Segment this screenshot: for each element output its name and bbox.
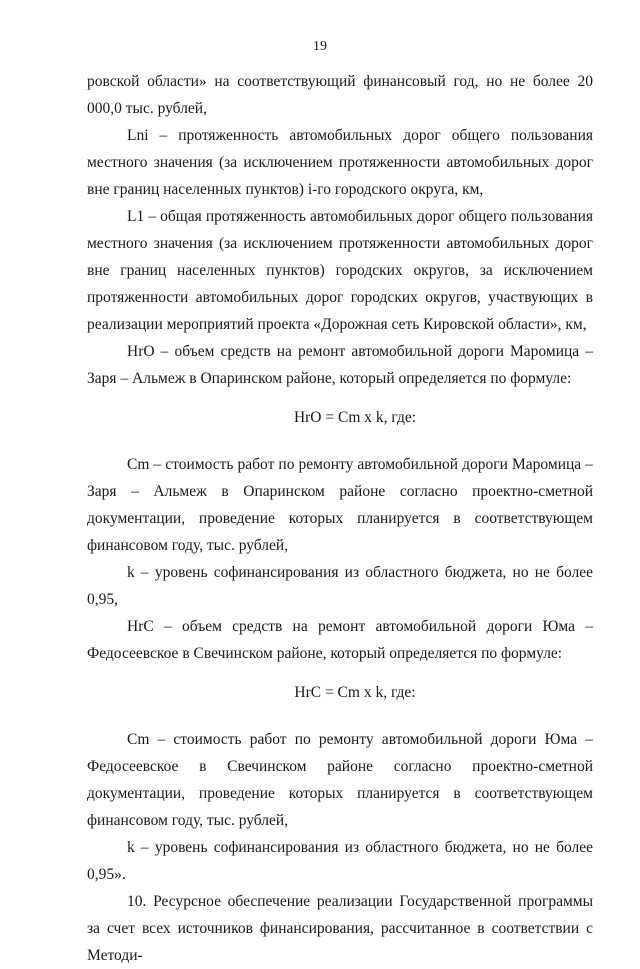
- document-body: [87, 68, 593, 969]
- page-number: 19: [313, 39, 327, 54]
- spacer: [87, 706, 593, 726]
- formula-hrc: HrC = Cm x k, где:: [294, 684, 416, 701]
- spacer: [87, 392, 593, 404]
- spacer: [87, 667, 593, 679]
- paragraph-k-cofinancing-1: k – уровень софинансирования из областного бюджета, но не более 0,95,: [87, 564, 593, 608]
- paragraph-hro-definition: HrO – объем средств на ремонт автомобильной дороги Маромица – Заря – Альмеж в Опаринском районе, который определяется по формуле:: [87, 343, 593, 387]
- formula-hro: HrO = Cm x k, где:: [293, 409, 417, 426]
- paragraph-hrc-definition: HrC – объем средств на ремонт автомобильной дороги Юма – Федосеевское в Свечинском районе, который определяется по формуле:: [87, 618, 593, 662]
- paragraph-lni-definition: Lni – протяженность автомобильных дорог общего пользования местного значения (за исключением протяженности автомобильных дорог вне границ населенных пунктов) i-го городского округа, км,: [87, 127, 593, 198]
- spacer: [87, 431, 593, 451]
- paragraph-cm-maromitsa: Cm – стоимость работ по ремонту автомобильной дороги Маромица – Заря – Альмеж в Опаринском районе согласно проектно-сметной документации, проведение которых планируется в соответствующем финансовом году, тыс. рублей,: [87, 456, 593, 554]
- paragraph-cm-yuma: Cm – стоимость работ по ремонту автомобильной дороги Юма – Федосеевское в Свечинском районе согласно проектно-сметной документации, проведение которых планируется в соответствующем финансовом году, тыс. рублей,: [87, 731, 593, 829]
- paragraph-section-10: 10. Ресурсное обеспечение реализации Государственной программы за счет всех источников финансирования, рассчитанное в соответствии с Методи-: [87, 893, 593, 964]
- paragraph-continuation: ровской области» на соответствующий финансовый год, но не более 20 000,0 тыс. рублей,: [87, 73, 593, 117]
- paragraph-k-cofinancing-2: k – уровень софинансирования из областного бюджета, но не более 0,95».: [87, 839, 593, 883]
- paragraph-l1-definition: L1 – общая протяженность автомобильных дорог общего пользования местного значения (за исключением протяженности автомобильных дорог вне границ населенных пунктов) городских округов, за исключением протяженности автомобильных дорог городских округов, участвующих в реализации мероприятий проекта «Дорожная сеть Кировской области», км,: [87, 208, 593, 333]
